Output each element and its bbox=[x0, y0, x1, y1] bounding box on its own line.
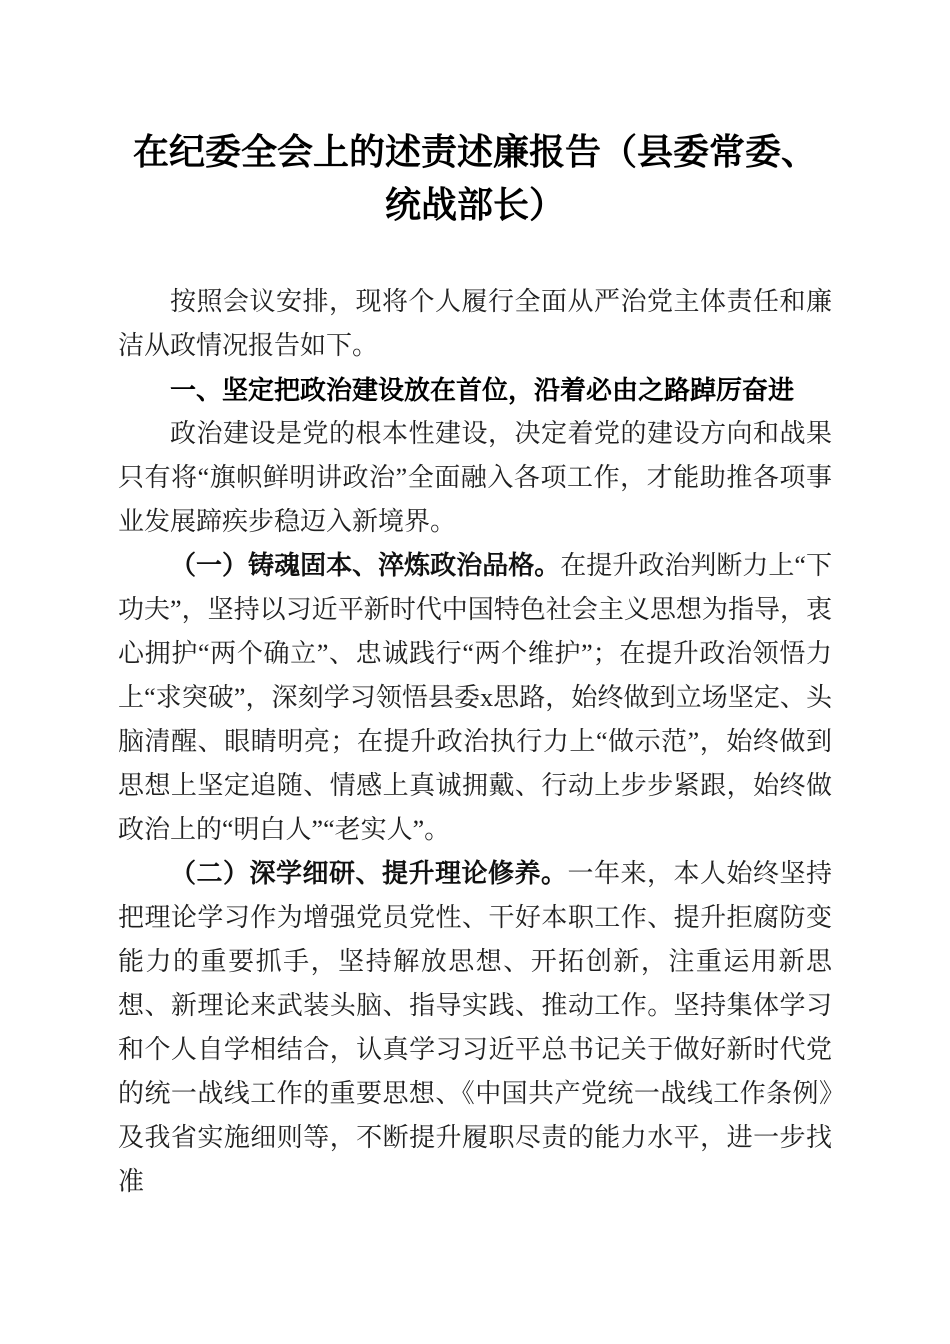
sub-section-2-text: 一年来，本人始终坚持把理论学习作为增强党员党性、干好本职工作、提升拒腐防变能力的重要抓手，坚持解放思想、开拓创新，注重运用新思想、新理论来武装头脑、指导实践、推动工作。坚持集体学习和个人自学相结合，认真学习习近平总书记关于做好新时代党的统一战线工作的重要思想、《中国共产党统一战线工作条例》及我省实施细则等，不断提升履职尽责的能力水平，进一步找准 bbox=[118, 859, 832, 1196]
paragraph-sub-section-1 bbox=[118, 544, 832, 852]
sub-section-1-text: 在提升政治判断力上“下功夫”，坚持以习近平新时代中国特色社会主义思想为指导，衷心拥护“两个确立”、忠诚践行“两个维护”；在提升政治领悟力上“求突破”，深刻学习领悟县委x思路，始终做到立场坚定、头脑清醒、眼睛明亮；在提升政治执行力上“做示范”，始终做到思想上坚定追随、情感上真诚拥戴、行动上步步紧跟，始终做政治上的“明白人”“老实人”。 bbox=[118, 551, 832, 844]
document-title: 在纪委全会上的述责述廉报告（县委常委、统战部长） bbox=[132, 132, 817, 225]
paragraph-political-construction: 政治建设是党的根本性建设，决定着党的建设方向和战果只有将“旗帜鲜明讲政治”全面融入各项工作，才能助推各项事业发展蹄疾步稳迈入新境界。 bbox=[118, 419, 832, 536]
paragraph-sub-section-2 bbox=[118, 852, 832, 1204]
sub-section-1-heading: （一）铸魂固本、淬炼政治品格。 bbox=[170, 551, 561, 580]
section-heading-1: 一、坚定把政治建设放在首位，沿着必由之路踔厉奋进 bbox=[170, 375, 795, 405]
document-content bbox=[118, 126, 832, 1204]
intro-paragraph: 按照会议安排，现将个人履行全面从严治党主体责任和廉洁从政情况报告如下。 bbox=[118, 287, 832, 360]
sub-section-2-heading: （二）深学细研、提升理论修养。 bbox=[170, 859, 568, 888]
